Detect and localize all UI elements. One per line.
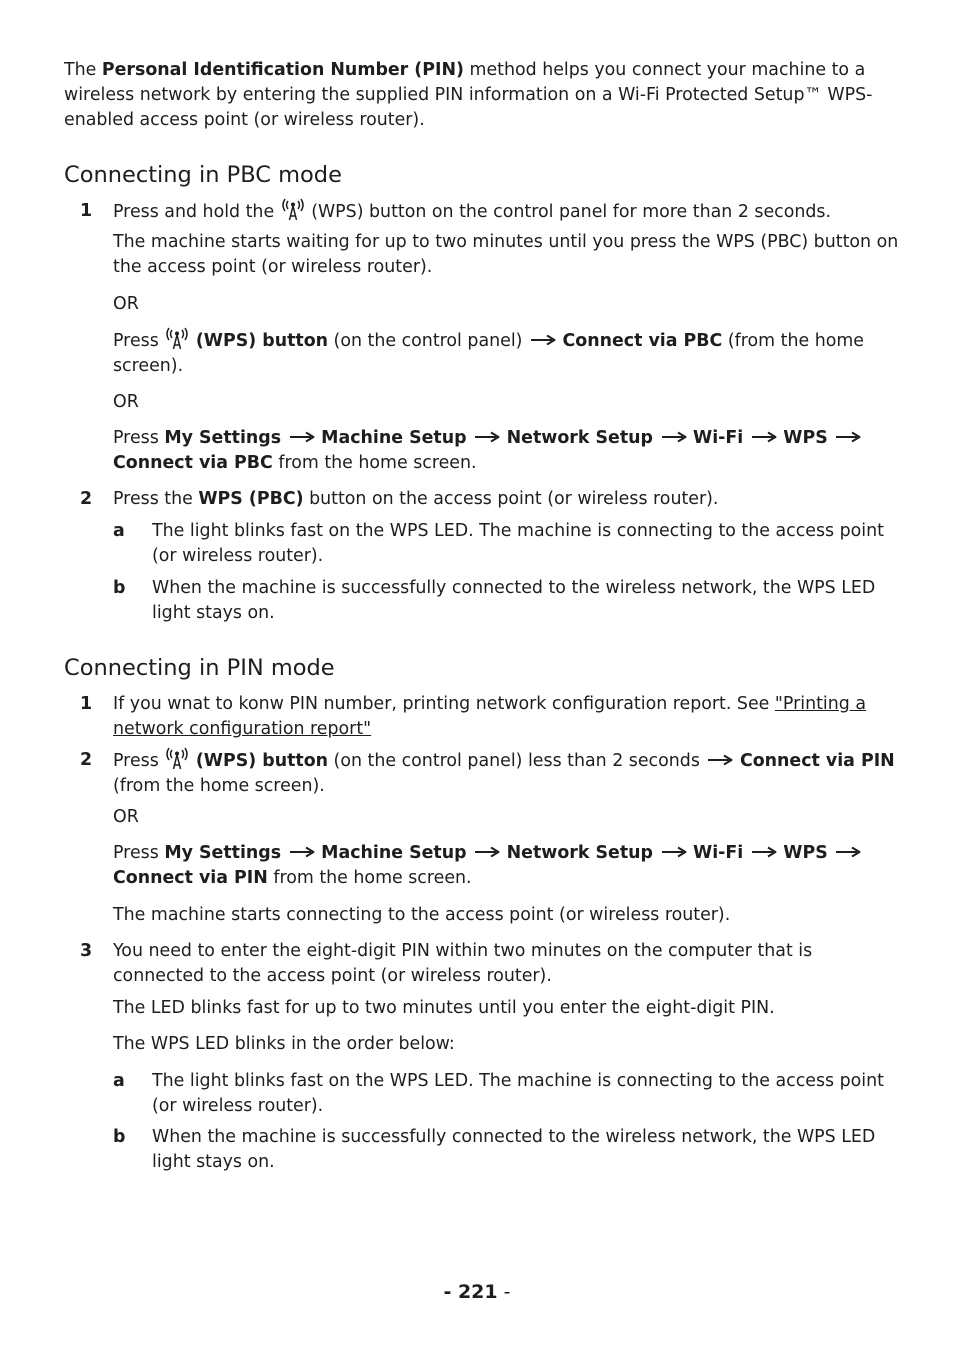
pin-substep-a-label: a — [113, 1071, 125, 1091]
page-number — [0, 1280, 954, 1305]
page-number-dash: - — [497, 1281, 511, 1303]
wps-pbc-term: WPS (PBC) — [198, 489, 304, 509]
arrow-right-icon — [835, 846, 861, 858]
pin-step-3-number: 3 — [80, 941, 93, 961]
pin-step-1-number: 1 — [80, 694, 93, 714]
path-connect-via-pbc: Connect via PBC — [113, 453, 273, 473]
pin-step-1-text — [113, 692, 903, 742]
wps-button-term: (WPS) button — [195, 751, 329, 771]
pbc-step-1-pre: Press and hold the — [113, 202, 280, 222]
pbc-step-1-wait: The machine starts waiting for up to two minutes until you press the WPS (PBC) button on the access point (or wireless router). — [113, 232, 899, 277]
pin-or: OR — [113, 807, 139, 827]
pin-alt-press: Press — [113, 843, 165, 863]
path-wifi: Wi-Fi — [693, 843, 744, 863]
connect-via-pbc-term: Connect via PBC — [562, 331, 723, 351]
path-wps: WPS — [783, 428, 828, 448]
arrow-right-icon — [661, 846, 687, 858]
path-my-settings: My Settings — [164, 843, 282, 863]
pin-substep-a-text: The light blinks fast on the WPS LED. The machine is connecting to the access point (or wireless router). — [152, 1071, 884, 1116]
pbc-alt-2-menu-path — [113, 426, 903, 476]
arrow-right-icon — [751, 846, 777, 858]
arrow-right-icon — [474, 846, 500, 858]
pin-step-3-led: The LED blinks fast for up to two minutes until you enter the eight-digit PIN. — [113, 998, 775, 1018]
arrow-right-icon — [707, 754, 733, 766]
pin-step-2-middle: (on the control panel) less than 2 seconds — [328, 751, 706, 771]
pin-step-3-text: You need to enter the eight-digit PIN within two minutes on the computer that is connected to the access point (or wireless router). — [113, 941, 813, 986]
pbc-step-2-text — [113, 487, 903, 512]
path-my-settings: My Settings — [164, 428, 282, 448]
arrow-right-icon — [289, 431, 315, 443]
pbc-step-1-post: (WPS) button on the control panel for more than 2 seconds. — [305, 202, 832, 222]
intro-text-start: The — [64, 60, 102, 80]
pbc-alt-1 — [113, 328, 903, 379]
wps-icon — [165, 325, 189, 351]
pbc-substep-b-label: b — [113, 578, 126, 598]
path-network-setup: Network Setup — [506, 428, 653, 448]
path-wps: WPS — [783, 843, 828, 863]
pin-step-2-text — [113, 748, 903, 799]
pbc-step-2-post: button on the access point (or wireless router). — [303, 489, 719, 509]
pbc-or-1: OR — [113, 294, 139, 314]
pbc-alt-2-press: Press — [113, 428, 165, 448]
pin-step-2-press: Press — [113, 751, 165, 771]
page-number-value: - 221 — [443, 1281, 498, 1303]
wps-icon — [281, 196, 305, 222]
wps-icon — [165, 745, 189, 771]
pbc-substep-a-text: The light blinks fast on the WPS LED. The machine is connecting to the access point (or wireless router). — [152, 521, 884, 566]
arrow-right-icon — [474, 431, 500, 443]
pbc-alt-1-end: (from the home screen). — [113, 331, 864, 376]
heading-pbc-mode: Connecting in PBC mode — [64, 162, 342, 188]
pbc-alt-1-press: Press — [113, 331, 165, 351]
arrow-right-icon — [661, 431, 687, 443]
pin-step-3-order: The WPS LED blinks in the order below: — [113, 1034, 455, 1054]
intro-text-end: method helps you connect your machine to a wireless network by entering the supplied PIN information on a Wi-Fi Protected Setup™ WPS-enabled access point (or wireless router). — [64, 60, 873, 130]
heading-pin-mode: Connecting in PIN mode — [64, 655, 335, 681]
path-machine-setup: Machine Setup — [321, 428, 467, 448]
pbc-alt-2-tail: from the home screen. — [272, 453, 477, 473]
path-network-setup: Network Setup — [506, 843, 653, 863]
pin-step-1-body: If you wnat to konw PIN number, printing network configuration report. See — [113, 694, 775, 714]
pin-substep-b-label: b — [113, 1127, 126, 1147]
network-report-link[interactable]: "Printing a network configuration report" — [113, 694, 866, 739]
pbc-substep-b-text: When the machine is successfully connected to the wireless network, the WPS LED light stays on. — [152, 578, 876, 623]
arrow-right-icon — [835, 431, 861, 443]
path-connect-via-pin: Connect via PIN — [113, 868, 268, 888]
pin-substep-b-text: When the machine is successfully connected to the wireless network, the WPS LED light stays on. — [152, 1127, 876, 1172]
path-wifi: Wi-Fi — [693, 428, 744, 448]
wps-button-term: (WPS) button — [195, 331, 329, 351]
connect-via-pin-term: Connect via PIN — [739, 751, 895, 771]
pin-alt-menu-path — [113, 841, 903, 891]
pbc-step-2-pre: Press the — [113, 489, 199, 509]
arrow-right-icon — [751, 431, 777, 443]
intro-pin-term: Personal Identification Number (PIN) — [101, 60, 464, 80]
path-machine-setup: Machine Setup — [321, 843, 467, 863]
pbc-step-1-text — [113, 199, 903, 225]
pbc-step-1-number: 1 — [80, 201, 93, 221]
pbc-step-2-number: 2 — [80, 489, 93, 509]
pbc-alt-1-middle: (on the control panel) — [328, 331, 528, 351]
pin-step-2-number: 2 — [80, 750, 93, 770]
pbc-substep-a-label: a — [113, 521, 125, 541]
pin-step-2-starts: The machine starts connecting to the access point (or wireless router). — [113, 905, 731, 925]
pin-step-2-end: (from the home screen). — [113, 776, 325, 796]
intro-paragraph — [64, 58, 894, 133]
pbc-or-2: OR — [113, 392, 139, 412]
arrow-right-icon — [530, 334, 556, 346]
arrow-right-icon — [289, 846, 315, 858]
pin-alt-tail: from the home screen. — [267, 868, 472, 888]
